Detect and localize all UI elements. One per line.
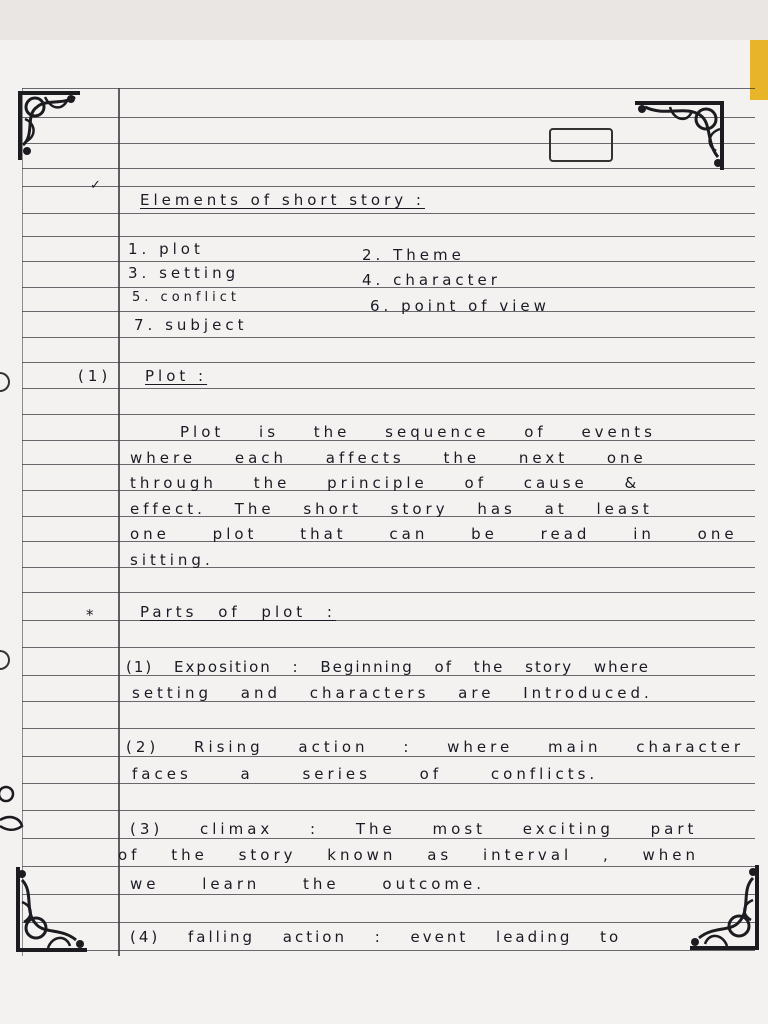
asterisk-mark: * [86, 606, 94, 624]
margin-line [118, 88, 120, 956]
parts-title: Parts of plot : [140, 603, 336, 621]
text-line: faces a series of conflicts. [132, 765, 599, 783]
text-line: (4) falling action : event leading to [130, 928, 622, 946]
list-item: 5. conflict [132, 290, 240, 305]
corner-ornament-top-right-icon [630, 95, 730, 175]
text-line: where each affects the next one [130, 449, 647, 467]
list-item: 6. point of view [370, 297, 550, 315]
list-item: 4. character [362, 271, 501, 289]
list-item: 1. plot [128, 240, 204, 258]
text-line: Plot is the sequence of events [180, 423, 656, 441]
text-line: setting and characters are Introduced. [132, 684, 653, 702]
text-line: we learn the outcome. [130, 875, 486, 893]
list-item: 2. Theme [362, 246, 465, 264]
page-number-box [549, 128, 613, 162]
text-line: sitting. [130, 551, 214, 569]
list-item: 3. setting [128, 264, 240, 282]
leaf-doodle-icon [0, 780, 24, 840]
text-line: (2) Rising action : where main character [126, 738, 745, 756]
text-line: one plot that can be read in one [130, 525, 738, 543]
yellow-tab [750, 40, 768, 100]
text-line: effect. The short story has at least [130, 500, 653, 518]
text-line: (1) Exposition : Beginning of the story where [126, 658, 650, 676]
section-number: (1) [78, 367, 112, 385]
text-line: through the principle of cause & [130, 474, 641, 492]
plot-title: Plot : [145, 367, 208, 385]
text-line: of the story known as interval , when [118, 846, 699, 864]
corner-ornament-bottom-left-icon [12, 862, 92, 957]
heading-title: Elements of short story : [140, 191, 425, 209]
text-line: (3) climax : The most exciting part [130, 820, 698, 838]
corner-ornament-bottom-right-icon [685, 860, 763, 955]
list-item: 7. subject [134, 316, 248, 334]
check-mark: ✓ [90, 178, 101, 193]
corner-ornament-top-left-icon [15, 85, 85, 165]
